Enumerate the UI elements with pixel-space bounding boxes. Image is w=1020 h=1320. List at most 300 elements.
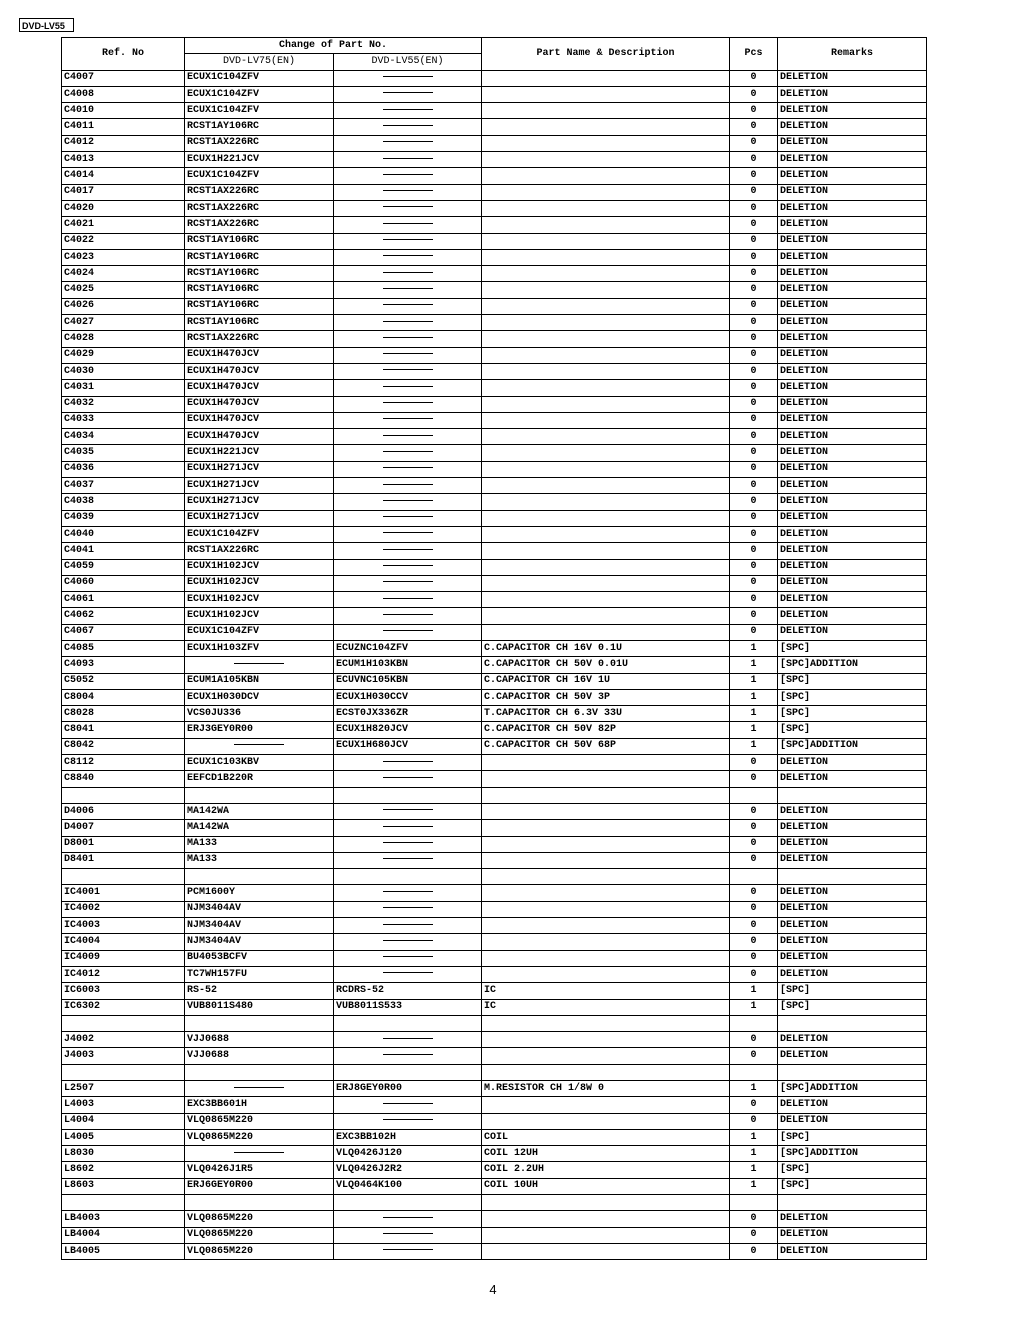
description-cell [482,282,730,298]
remarks-cell [778,787,927,803]
new-part-cell: RCDRS-52 [334,983,482,999]
table-row [62,510,927,526]
new-part-cell [334,103,482,119]
ref-no-cell: J4003 [62,1048,185,1064]
description-cell [482,135,730,151]
old-part-cell [185,657,334,673]
ref-no-cell: C4039 [62,510,185,526]
old-model-header: DVD-LV75(EN) [185,54,334,70]
description-cell [482,901,730,917]
old-part-cell: ECUX1H221JCV [185,152,334,168]
ref-no-cell: C4028 [62,331,185,347]
new-part-cell [334,168,482,184]
remarks-cell: DELETION [778,217,927,233]
ref-no-cell: C4017 [62,184,185,200]
remarks-cell: DELETION [778,592,927,608]
remarks-cell: DELETION [778,820,927,836]
table-row [62,168,927,184]
table-row [62,1048,927,1064]
description-cell [482,266,730,282]
pcs-cell: 0 [730,119,778,135]
old-part-cell: ECUX1H102JCV [185,592,334,608]
remarks-cell: DELETION [778,412,927,428]
old-part-cell [185,1146,334,1162]
pcs-cell: 1 [730,706,778,722]
description-cell [482,869,730,885]
old-part-cell: VLQ0865M220 [185,1211,334,1227]
new-part-cell [334,70,482,86]
table-row [62,1097,927,1113]
no-change-dash [383,337,433,338]
old-part-cell: RCST1AY106RC [185,315,334,331]
pcs-cell: 0 [730,233,778,249]
old-part-cell: VLQ0865M220 [185,1227,334,1243]
description-cell: M.RESISTOR CH 1/8W 0 [482,1081,730,1097]
remarks-cell: DELETION [778,608,927,624]
remarks-cell: DELETION [778,298,927,314]
new-model-header: DVD-LV55(EN) [334,54,482,70]
old-part-cell: ECUX1H470JCV [185,412,334,428]
remarks-cell: DELETION [778,86,927,102]
ref-no-cell: C4034 [62,429,185,445]
ref-no-cell: C4085 [62,640,185,656]
description-cell [482,445,730,461]
pcs-cell: 0 [730,1048,778,1064]
ref-no-cell: C4020 [62,200,185,216]
pcs-cell: 0 [730,86,778,102]
no-change-dash [383,826,433,827]
no-change-dash [383,174,433,175]
description-cell [482,559,730,575]
new-part-cell [334,559,482,575]
pcs-cell: 0 [730,363,778,379]
old-part-cell: ECUX1C104ZFV [185,168,334,184]
new-part-cell [334,592,482,608]
pcs-cell: 0 [730,934,778,950]
old-part-cell: ECUM1A105KBN [185,673,334,689]
table-row [62,885,927,901]
description-cell [482,429,730,445]
old-part-cell: ECUX1C104ZFV [185,624,334,640]
description-cell [482,543,730,559]
no-change-dash [383,467,433,468]
table-row [62,1146,927,1162]
pcs-cell: 0 [730,347,778,363]
pcs-cell: 0 [730,412,778,428]
old-part-cell: MA142WA [185,803,334,819]
ref-no-cell: L8030 [62,1146,185,1162]
old-part-cell: RCST1AX226RC [185,331,334,347]
ref-no-cell: D8001 [62,836,185,852]
pcs-cell: 0 [730,184,778,200]
pcs-cell: 0 [730,478,778,494]
pcs-cell: 0 [730,836,778,852]
new-part-cell [334,771,482,787]
ref-no-cell [62,1064,185,1080]
new-part-cell [334,803,482,819]
old-part-cell: ECUX1H103ZFV [185,640,334,656]
description-cell: IC [482,983,730,999]
ref-no-cell: C4093 [62,657,185,673]
new-part-cell [334,836,482,852]
table-row [62,70,927,86]
no-change-dash [383,190,433,191]
table-row [62,266,927,282]
no-change-dash [383,158,433,159]
no-change-dash [383,321,433,322]
description-cell [482,852,730,868]
description-cell: C.CAPACITOR CH 50V 0.01U [482,657,730,673]
old-part-cell: RCST1AX226RC [185,200,334,216]
ref-no-cell: C8004 [62,689,185,705]
old-part-cell: RCST1AY106RC [185,298,334,314]
ref-no-cell: C4059 [62,559,185,575]
new-part-cell: VLQ0426J2R2 [334,1162,482,1178]
new-part-cell [334,347,482,363]
pcs-cell: 0 [730,885,778,901]
new-part-cell [334,200,482,216]
new-part-cell [334,1113,482,1129]
table-row [62,722,927,738]
description-cell [482,510,730,526]
remarks-cell [778,1064,927,1080]
pcs-cell: 0 [730,380,778,396]
ref-no-cell: C8042 [62,738,185,754]
old-part-cell [185,738,334,754]
ref-no-cell: LB4004 [62,1227,185,1243]
old-part-cell [185,1064,334,1080]
remarks-cell: DELETION [778,103,927,119]
pcs-cell: 1 [730,983,778,999]
table-row [62,1211,927,1227]
description-cell [482,624,730,640]
new-part-cell [334,184,482,200]
description-cell [482,575,730,591]
new-part-cell [334,266,482,282]
old-part-cell: EXC3BB601H [185,1097,334,1113]
description-cell [482,331,730,347]
pcs-cell: 0 [730,592,778,608]
remarks-cell: DELETION [778,135,927,151]
no-change-dash [383,206,433,207]
pcs-cell: 0 [730,901,778,917]
table-row [62,575,927,591]
no-change-dash [383,288,433,289]
parts-change-table [61,37,927,1260]
no-change-dash [383,858,433,859]
new-part-cell [334,755,482,771]
table-row [62,820,927,836]
no-change-dash [383,761,433,762]
description-cell [482,885,730,901]
pcs-cell: 0 [730,152,778,168]
no-change-dash [383,255,433,256]
new-part-cell [334,526,482,542]
new-part-cell [334,820,482,836]
table-row [62,624,927,640]
ref-no-cell: C4012 [62,135,185,151]
ref-no-cell: C4033 [62,412,185,428]
ref-no-cell [62,1195,185,1211]
pcs-cell: 1 [730,689,778,705]
new-part-cell: VLQ0426J120 [334,1146,482,1162]
ref-no-cell: IC4001 [62,885,185,901]
remarks-cell: [SPC] [778,673,927,689]
table-row [62,640,927,656]
ref-no-cell: LB4003 [62,1211,185,1227]
table-row [62,494,927,510]
remarks-cell: [SPC] [778,706,927,722]
pcs-cell: 0 [730,103,778,119]
description-cell [482,363,730,379]
table-row [62,152,927,168]
description-cell [482,478,730,494]
no-change-dash [383,614,433,615]
table-row [62,445,927,461]
ref-no-cell: C4036 [62,461,185,477]
old-part-cell: ECUX1H470JCV [185,429,334,445]
description-cell [482,1015,730,1031]
new-part-cell [334,249,482,265]
remarks-cell: DELETION [778,429,927,445]
no-change-dash [234,744,284,745]
no-change-dash [383,630,433,631]
no-change-dash [383,304,433,305]
table-row [62,918,927,934]
table-row [62,608,927,624]
pcs-cell: 1 [730,1162,778,1178]
table-row [62,673,927,689]
new-part-cell [334,152,482,168]
new-part-cell [334,1243,482,1259]
pcs-cell: 1 [730,1129,778,1145]
remarks-cell [778,1195,927,1211]
pcs-cell: 0 [730,429,778,445]
no-change-dash [383,598,433,599]
description-cell: COIL 10UH [482,1178,730,1194]
pcs-cell: 0 [730,608,778,624]
remarks-cell: DELETION [778,510,927,526]
ref-no-cell: C4013 [62,152,185,168]
ref-no-cell: C4030 [62,363,185,379]
pcs-cell: 0 [730,526,778,542]
table-row [62,999,927,1015]
new-part-cell [334,1227,482,1243]
old-part-cell: ECUX1C104ZFV [185,103,334,119]
remarks-cell: DELETION [778,331,927,347]
remarks-cell: DELETION [778,901,927,917]
parts-rows [62,70,927,1260]
remarks-cell: [SPC]ADDITION [778,1146,927,1162]
remarks-cell: [SPC] [778,722,927,738]
ref-no-cell: C4021 [62,217,185,233]
no-change-dash [383,1217,433,1218]
no-change-dash [383,809,433,810]
no-change-dash [383,924,433,925]
remarks-cell: DELETION [778,200,927,216]
new-part-cell [334,787,482,803]
description-cell: COIL 2.2UH [482,1162,730,1178]
new-part-cell [334,445,482,461]
old-part-cell: RCST1AY106RC [185,282,334,298]
remarks-cell: [SPC] [778,1129,927,1145]
old-part-cell: ECUX1C104ZFV [185,86,334,102]
remarks-cell: DELETION [778,803,927,819]
description-cell [482,119,730,135]
remarks-cell: DELETION [778,168,927,184]
old-part-cell: RCST1AY106RC [185,119,334,135]
description-cell [482,1227,730,1243]
remarks-cell: DELETION [778,315,927,331]
pcs-cell: 0 [730,624,778,640]
new-part-cell [334,901,482,917]
pcs-cell: 1 [730,657,778,673]
description-cell [482,315,730,331]
description-cell [482,1243,730,1259]
remarks-cell: [SPC]ADDITION [778,738,927,754]
ref-no-cell: C4011 [62,119,185,135]
description-cell [482,1097,730,1113]
old-part-cell: RCST1AX226RC [185,217,334,233]
description-cell [482,86,730,102]
ref-no-cell: C4022 [62,233,185,249]
remarks-cell: [SPC] [778,1162,927,1178]
table-row [62,249,927,265]
pcs-cell: 0 [730,950,778,966]
old-part-cell [185,1015,334,1031]
old-part-cell: RCST1AX226RC [185,184,334,200]
old-part-cell: EEFCD1B220R [185,771,334,787]
remarks-cell: DELETION [778,966,927,982]
description-cell [482,1064,730,1080]
new-part-cell [334,934,482,950]
new-part-cell [334,852,482,868]
table-row [62,657,927,673]
description-cell [482,461,730,477]
no-change-dash [383,777,433,778]
description-header: Part Name & Description [482,38,730,71]
old-part-cell [185,787,334,803]
new-part-cell [334,624,482,640]
no-change-dash [383,418,433,419]
remarks-cell: DELETION [778,266,927,282]
remarks-cell: DELETION [778,836,927,852]
no-change-dash [383,516,433,517]
table-row [62,119,927,135]
table-row [62,1243,927,1259]
no-change-dash [383,1119,433,1120]
ref-no-cell: J4002 [62,1032,185,1048]
description-cell [482,526,730,542]
ref-no-cell: C4008 [62,86,185,102]
pcs-cell: 0 [730,461,778,477]
old-part-cell: VUB8011S480 [185,999,334,1015]
pcs-cell: 0 [730,249,778,265]
new-part-cell: ECUX1H820JCV [334,722,482,738]
description-cell [482,184,730,200]
table-row [62,217,927,233]
old-part-cell [185,1081,334,1097]
no-change-dash [383,1233,433,1234]
pcs-cell: 1 [730,722,778,738]
new-part-cell [334,575,482,591]
remarks-cell: [SPC]ADDITION [778,657,927,673]
remarks-cell: DELETION [778,624,927,640]
old-part-cell: VCS0JU336 [185,706,334,722]
new-part-cell: ECUX1H680JCV [334,738,482,754]
no-change-dash [234,1087,284,1088]
no-change-dash [383,141,433,142]
description-cell [482,233,730,249]
new-part-cell [334,315,482,331]
remarks-cell: DELETION [778,852,927,868]
description-cell [482,934,730,950]
remarks-cell: [SPC] [778,1178,927,1194]
no-change-dash [383,1054,433,1055]
description-cell [482,217,730,233]
ref-no-cell: C4037 [62,478,185,494]
old-part-cell: VLQ0865M220 [185,1113,334,1129]
no-change-dash [383,1103,433,1104]
table-row [62,1195,927,1211]
old-part-cell: ECUX1H470JCV [185,380,334,396]
old-part-cell: RCST1AX226RC [185,135,334,151]
no-change-dash [383,402,433,403]
table-row [62,282,927,298]
no-change-dash [383,1038,433,1039]
description-cell [482,396,730,412]
ref-no-cell: IC4012 [62,966,185,982]
pcs-cell [730,787,778,803]
ref-no-cell: C4060 [62,575,185,591]
old-part-cell: ECUX1H102JCV [185,559,334,575]
table-row [62,135,927,151]
old-part-cell: RCST1AY106RC [185,249,334,265]
new-part-cell [334,494,482,510]
new-part-cell [334,233,482,249]
table-row [62,1064,927,1080]
ref-no-cell: C4029 [62,347,185,363]
old-part-cell: VJJ0688 [185,1032,334,1048]
remarks-cell: DELETION [778,184,927,200]
remarks-cell: DELETION [778,363,927,379]
pcs-cell: 1 [730,1081,778,1097]
old-part-cell: ECUX1H470JCV [185,363,334,379]
table-row [62,1015,927,1031]
new-part-cell: VLQ0464K100 [334,1178,482,1194]
remarks-cell: DELETION [778,233,927,249]
no-change-dash [383,1249,433,1250]
description-cell [482,1113,730,1129]
model-label: DVD-LV55 [19,18,74,32]
remarks-cell: DELETION [778,1243,927,1259]
table-row [62,869,927,885]
table-row [62,363,927,379]
old-part-cell: MA142WA [185,820,334,836]
remarks-cell: DELETION [778,771,927,787]
pcs-cell: 0 [730,200,778,216]
pcs-cell: 0 [730,1243,778,1259]
table-row [62,771,927,787]
new-part-cell [334,1211,482,1227]
old-part-cell: VLQ0865M220 [185,1129,334,1145]
no-change-dash [383,940,433,941]
description-cell [482,70,730,86]
pcs-cell: 0 [730,494,778,510]
new-part-cell [334,363,482,379]
remarks-cell: DELETION [778,575,927,591]
pcs-cell: 0 [730,70,778,86]
